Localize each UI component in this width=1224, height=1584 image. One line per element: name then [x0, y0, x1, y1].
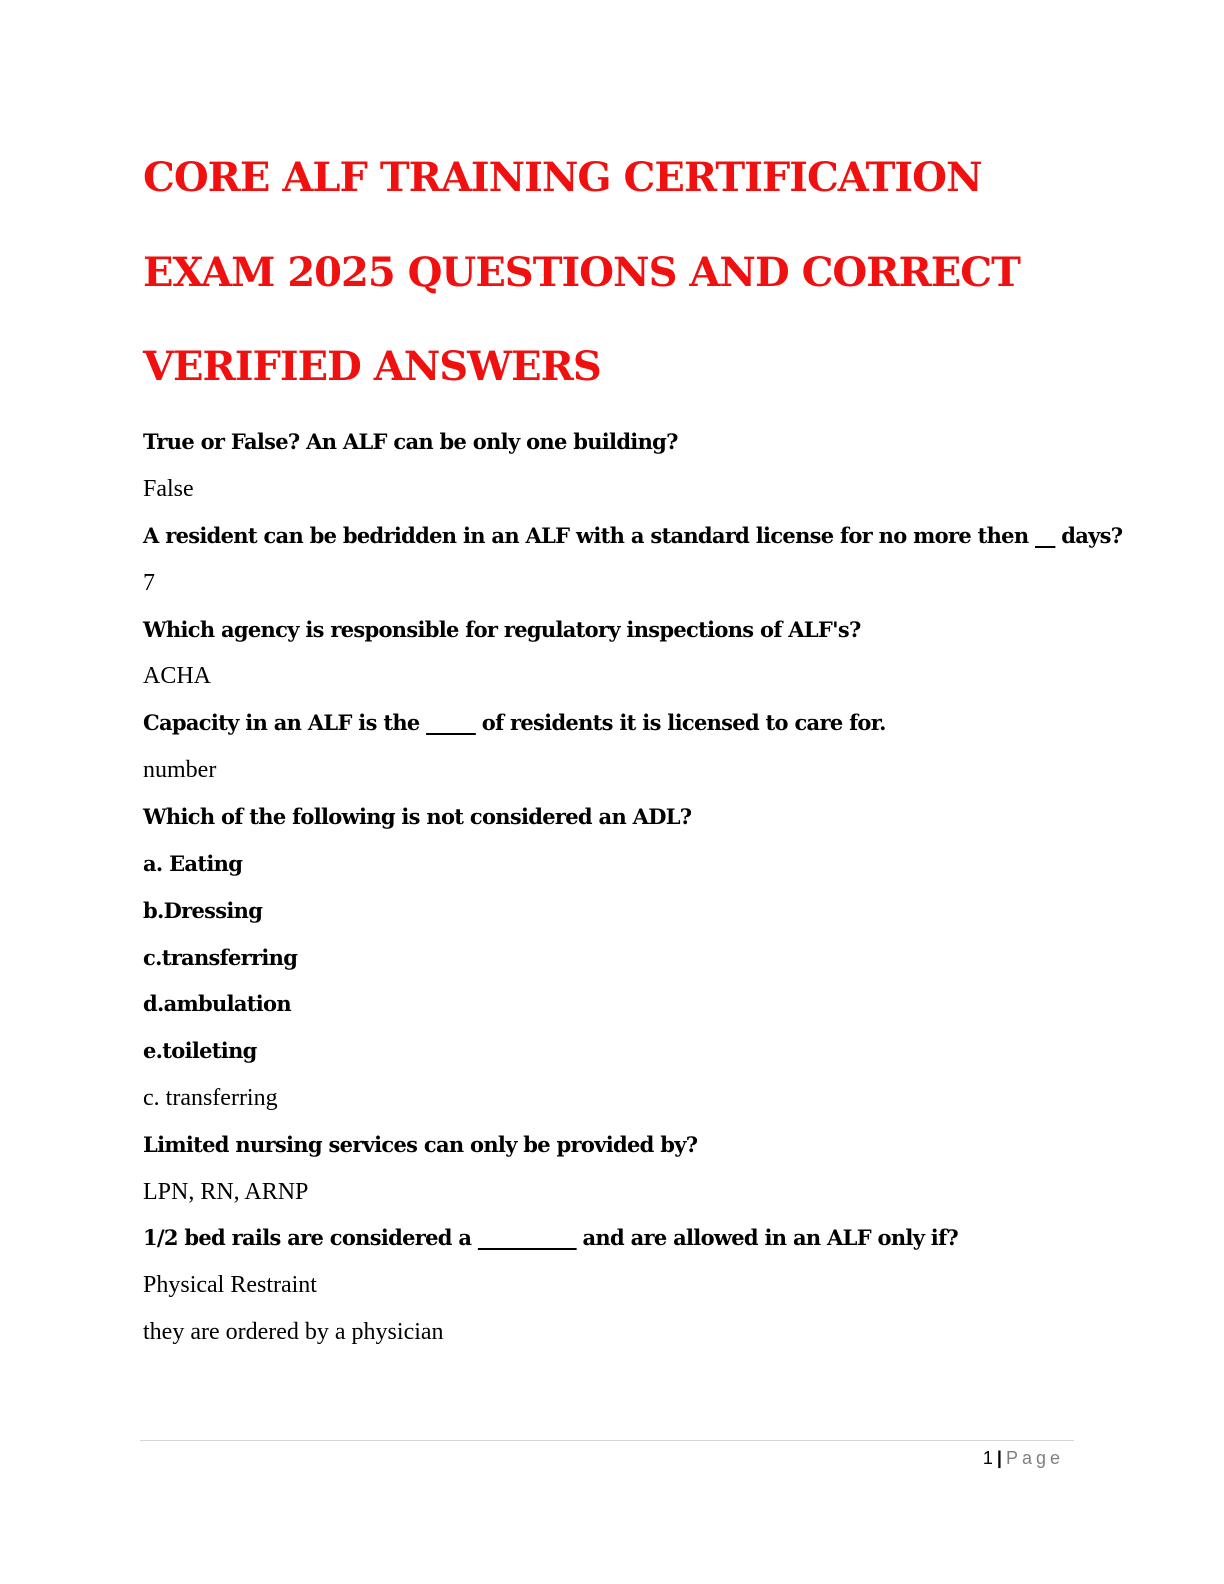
- document-title-line-1: CORE ALF TRAINING CERTIFICATION: [143, 154, 982, 201]
- answer-2: 7: [143, 570, 155, 596]
- page-label: Page: [1005, 1448, 1064, 1468]
- answer-7-part-2: they are ordered by a physician: [143, 1319, 444, 1345]
- answer-6: LPN, RN, ARNP: [143, 1179, 309, 1205]
- answer-7-part-1: Physical Restraint: [143, 1272, 317, 1298]
- question-5-option-b: b.Dressing: [143, 898, 263, 923]
- document-title-line-2: EXAM 2025 QUESTIONS AND CORRECT: [143, 249, 1020, 296]
- question-5: Which of the following is not considered an ADL?: [143, 804, 692, 829]
- question-5-option-c: c.transferring: [143, 945, 298, 970]
- footer-separator: |: [996, 1448, 1002, 1468]
- answer-3: ACHA: [143, 663, 212, 689]
- footer-divider: [140, 1440, 1074, 1441]
- answer-4: number: [143, 757, 217, 783]
- page-footer: [983, 1446, 1064, 1470]
- question-2: A resident can be bedridden in an ALF with a standard license for no more then __ days?: [143, 523, 1123, 548]
- page-number: 1: [982, 1448, 993, 1468]
- question-5-option-e: e.toileting: [143, 1038, 257, 1063]
- question-5-option-a: a. Eating: [143, 851, 243, 876]
- answer-1: False: [143, 476, 194, 502]
- question-6: Limited nursing services can only be provided by?: [143, 1132, 698, 1157]
- answer-5: c. transferring: [143, 1085, 278, 1111]
- document-title-line-3: VERIFIED ANSWERS: [143, 343, 601, 390]
- question-3: Which agency is responsible for regulatory inspections of ALF's?: [143, 617, 861, 642]
- question-7: 1/2 bed rails are considered a __________ and are allowed in an ALF only if?: [143, 1225, 959, 1250]
- question-4: Capacity in an ALF is the _____ of residents it is licensed to care for.: [143, 710, 886, 735]
- question-1: True or False? An ALF can be only one building?: [143, 429, 678, 454]
- question-5-option-d: d.ambulation: [143, 991, 291, 1016]
